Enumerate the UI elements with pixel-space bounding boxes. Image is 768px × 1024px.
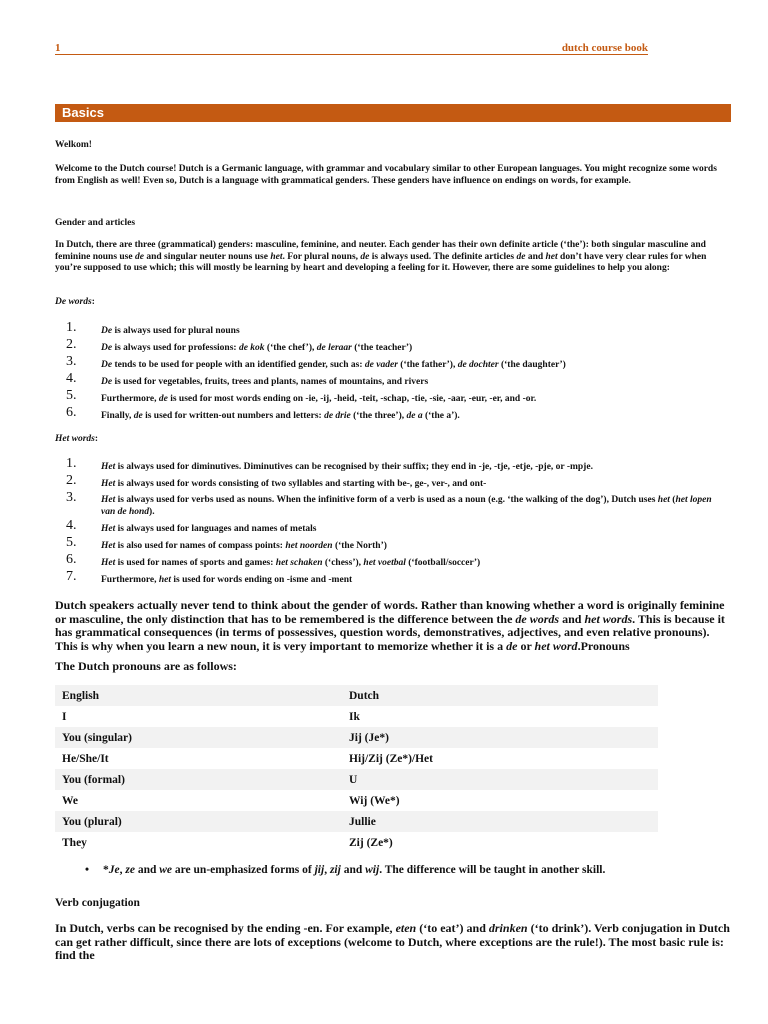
list-item: 1. De is always used for plural nouns xyxy=(66,320,240,336)
list-item: 2. De is always used for professions: de kok (‘the chef’), de leraar (‘the teacher’) xyxy=(66,337,413,353)
pronouns-intro: The Dutch pronouns are as follows: xyxy=(55,659,237,673)
de-words-label: De words: xyxy=(55,297,95,307)
table-cell: You (plural) xyxy=(55,811,342,832)
gender-summary-paragraph: Dutch speakers actually never tend to think about the gender of words. Rather than knowing whether a word is originally feminine or masculine, the only distinction that has to be remembered is the difference between the de words and het words. This is because it has grammatical consequences (in terms of possessives, question words, demonstratives, adjectives, and even relative pronouns). This is why when you learn a new noun, it is very important to memorize whether it is a de or het word.Pronouns xyxy=(55,598,725,653)
pronouns-table xyxy=(55,685,658,853)
table-header-cell: Dutch xyxy=(342,685,658,706)
list-item: 1. Het is always used for diminutives. Diminutives can be recognised by their suffix; they end in -je, -tje, -etje, -pje, or -mpje. xyxy=(66,456,593,472)
list-item: 5. Furthermore, de is used for most words ending on -ie, -ij, -heid, -teit, -schap, -tie, -sie, -aar, -eur, -er, and -or. xyxy=(66,388,537,404)
list-item: 4. Het is always used for languages and names of metals xyxy=(66,518,317,534)
section-title: Basics xyxy=(62,105,104,120)
section-banner xyxy=(55,104,731,122)
table-cell: Wij (We*) xyxy=(349,794,400,807)
page-number: 1 xyxy=(55,42,61,54)
table-cell: Hij/Zij (Ze*)/Het xyxy=(349,752,433,765)
het-words-list xyxy=(66,456,730,589)
list-item: 4. De is used for vegetables, fruits, trees and plants, names of mountains, and rivers xyxy=(66,371,429,387)
table-cell: I xyxy=(62,710,67,723)
verb-heading: Verb conjugation xyxy=(55,897,140,909)
table-row xyxy=(55,769,658,790)
bullet-icon: • xyxy=(85,864,90,876)
list-item: 6. Finally, de is used for written-out numbers and letters: de drie (‘the three’), de a (‘the a’). xyxy=(66,405,460,421)
de-words-list xyxy=(66,320,730,425)
verb-paragraph: In Dutch, verbs can be recognised by the ending -en. For example, eten (‘to eat’) and drinken (‘to drink’). Verb conjugation in Dutch can get rather difficult, since there are lots of exceptions (welcome to Dutch, where exceptions are the rule!). The most basic rule is: find the xyxy=(55,921,730,962)
table-header-cell: English xyxy=(55,685,342,706)
table-cell: We xyxy=(62,794,78,807)
list-item: 2. Het is always used for words consisting of two syllables and starting with be-, ge-, ver-, and ont- xyxy=(66,473,487,489)
table-header-row xyxy=(55,685,658,706)
het-words-label: Het words: xyxy=(55,434,99,444)
table-cell: Jij (Je*) xyxy=(342,727,658,748)
gender-paragraph: In Dutch, there are three (grammatical) genders: masculine, feminine, and neuter. Each gender has their own definite article (‘the’): both singular masculine and feminine nouns use de and singular neuter nouns use het. For plural nouns, de is always used. The definite articles de and het don’t have very clear rules for when you’re supposed to use which; this will mostly be learning by heart and developing a feeling for it. However, there are some guidelines to help you along: xyxy=(55,240,707,273)
table-cell: Zij (Ze*) xyxy=(349,836,393,849)
table-cell: He/She/It xyxy=(62,752,109,765)
table-row xyxy=(55,832,658,853)
table-row xyxy=(55,727,658,748)
table-cell: You (singular) xyxy=(55,727,342,748)
table-row xyxy=(55,790,658,811)
table-cell: You (formal) xyxy=(55,769,342,790)
gender-heading: Gender and articles xyxy=(55,218,136,228)
list-item: 6. Het is used for names of sports and games: het schaken (‘chess’), het voetbal (‘football/soccer’) xyxy=(66,552,481,568)
page-header xyxy=(55,42,648,55)
list-item: 3. Het is always used for verbs used as nouns. When the infinitive form of a verb is used as a noun (e.g. ‘the walking of the dog’), Dutch uses het (het lopen van de hond). xyxy=(66,490,712,517)
table-row xyxy=(55,811,658,832)
table-cell: They xyxy=(62,836,87,849)
book-title: dutch course book xyxy=(561,42,648,54)
list-item: 3. De tends to be used for people with an identified gender, such as: de vader (‘the father’), de dochter (‘the daughter’) xyxy=(66,354,566,370)
table-row xyxy=(55,748,658,769)
table-cell: U xyxy=(342,769,658,790)
welcome-paragraph: Welcome to the Dutch course! Dutch is a Germanic language, with grammar and vocabulary similar to other European languages. You might recognize some words from English as well! Even so, Dutch is a language with grammatical genders. These genders have influence on endings on words, for example. xyxy=(55,164,717,186)
footnote-bullet: • *Je, ze and we are un-emphasized forms of jij, zij and wij. The difference will be taught in another skill. xyxy=(85,864,606,876)
list-item: 7. Furthermore, het is used for words ending on -isme and -ment xyxy=(66,569,353,585)
list-item: 5. Het is also used for names of compass points: het noorden (‘the North’) xyxy=(66,535,387,551)
table-cell: Jullie xyxy=(342,811,658,832)
table-row xyxy=(55,706,658,727)
welcome-heading: Welkom! xyxy=(55,140,92,150)
table-cell: Ik xyxy=(349,710,360,723)
